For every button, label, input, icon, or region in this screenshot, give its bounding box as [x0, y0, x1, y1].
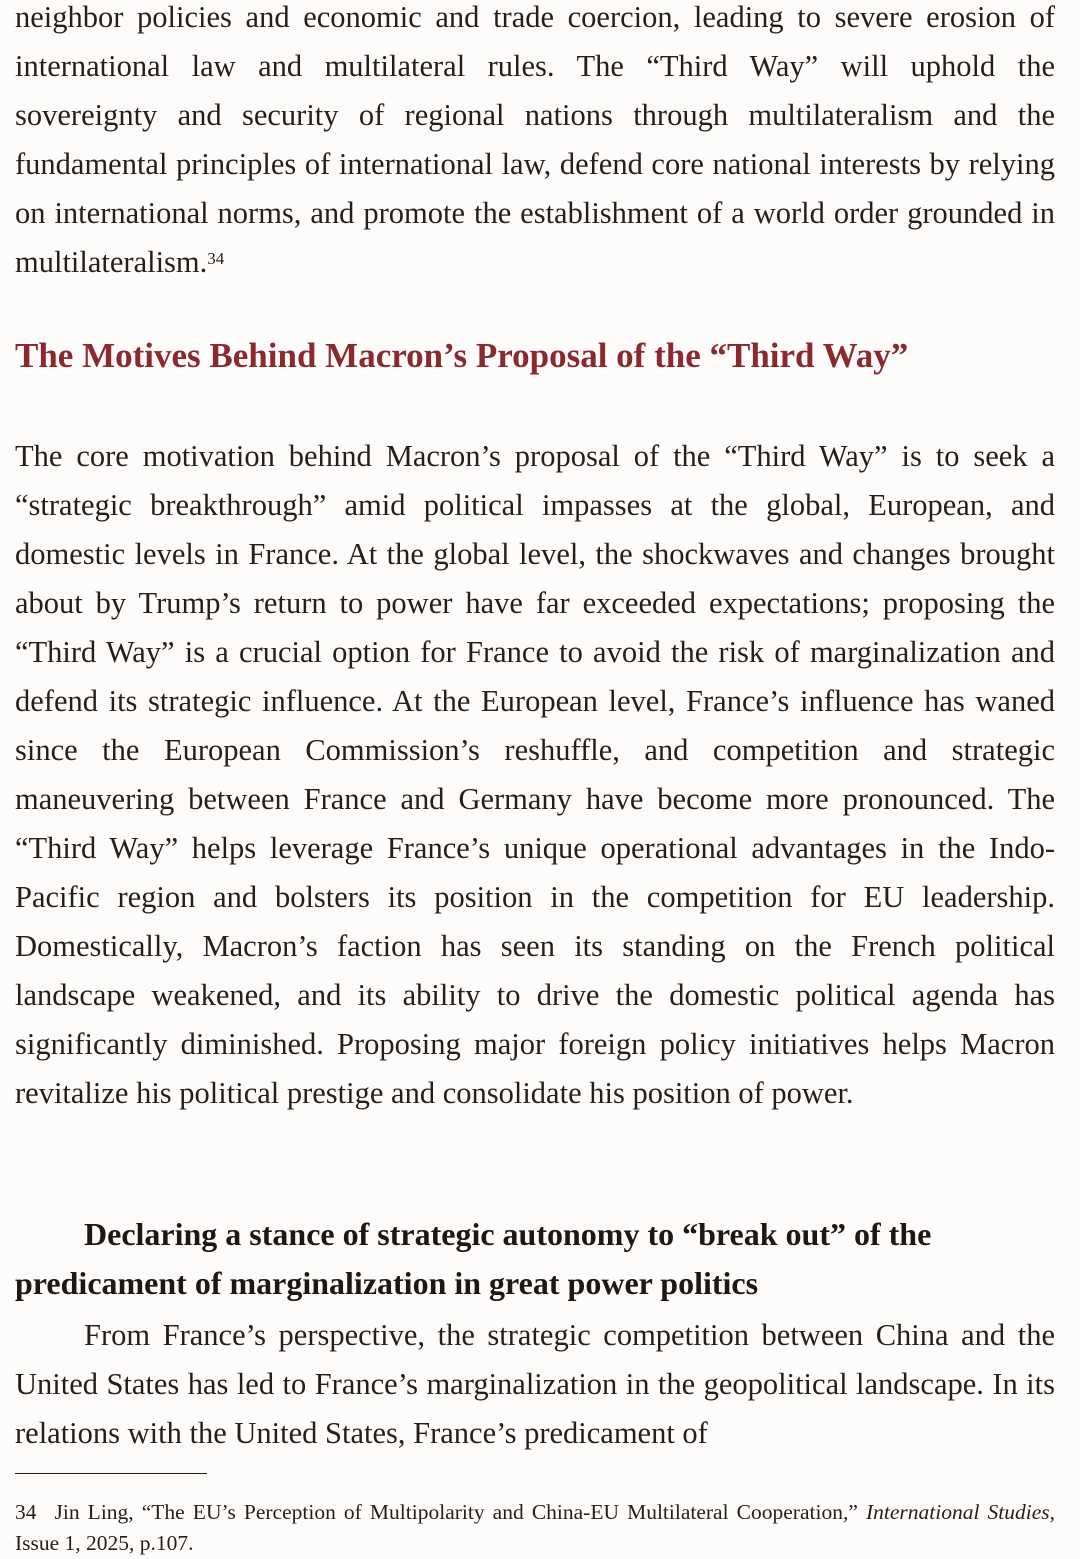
footnote-divider [15, 1473, 207, 1474]
footnote-34 [15, 1497, 1055, 1559]
footnote-reference-34[interactable]: 34 [207, 249, 225, 268]
footnote-text-after: , Issue 1, 2025, p.107. [15, 1500, 1056, 1555]
paragraph-1-text: neighbor policies and economic and trade coercion, leading to severe erosion of international law and multilateral rules. The “Third Way” will uphold the sovereignty and security of regional nations through multilateralism and the fundamental principles of international law, defend core national interests by relying on international norms, and promote the establishment of a world order grounded in multilateralism. [15, 0, 1055, 279]
sub-heading: Declaring a stance of strategic autonomy to “break out” of the predicament of marginalization in great power politics [15, 1216, 932, 1301]
section-heading: The Motives Behind Macron’s Proposal of the “Third Way” [15, 336, 909, 375]
paragraph-1 [15, 0, 1055, 287]
footnote-journal: International Studies [865, 1500, 1050, 1524]
paragraph-3: From France’s perspective, the strategic competition between China and the United States has led to France’s marginalization in the geopolitical landscape. In its relations with the United States, France’s predicament of [15, 1318, 1055, 1450]
footnote-text-before: Jin Ling, “The EU’s Perception of Multipolarity and China-EU Multilateral Cooperation,” [54, 1500, 866, 1524]
footnote-number: 34 [15, 1500, 37, 1524]
paragraph-2: The core motivation behind Macron’s proposal of the “Third Way” is to seek a “strategic breakthrough” amid political impasses at the global, European, and domestic levels in France. At the global level, the shockwaves and changes brought about by Trump’s return to power have far exceeded expectations; proposing the “Third Way” is a crucial option for France to avoid the risk of marginalization and defend its strategic influence. At the European level, France’s influence has waned since the European Commission’s reshuffle, and competition and strategic maneuvering between France and Germany have become more pronounced. The “Third Way” helps leverage France’s unique operational advantages in the Indo-Pacific region and bolsters its position in the competition for EU leadership. Domestically, Macron’s faction has seen its standing on the French political landscape weakened, and its ability to drive the domestic political agenda has significantly diminished. Proposing major foreign policy initiatives helps Macron revitalize his political prestige and consolidate his position of power. [15, 439, 1055, 1110]
